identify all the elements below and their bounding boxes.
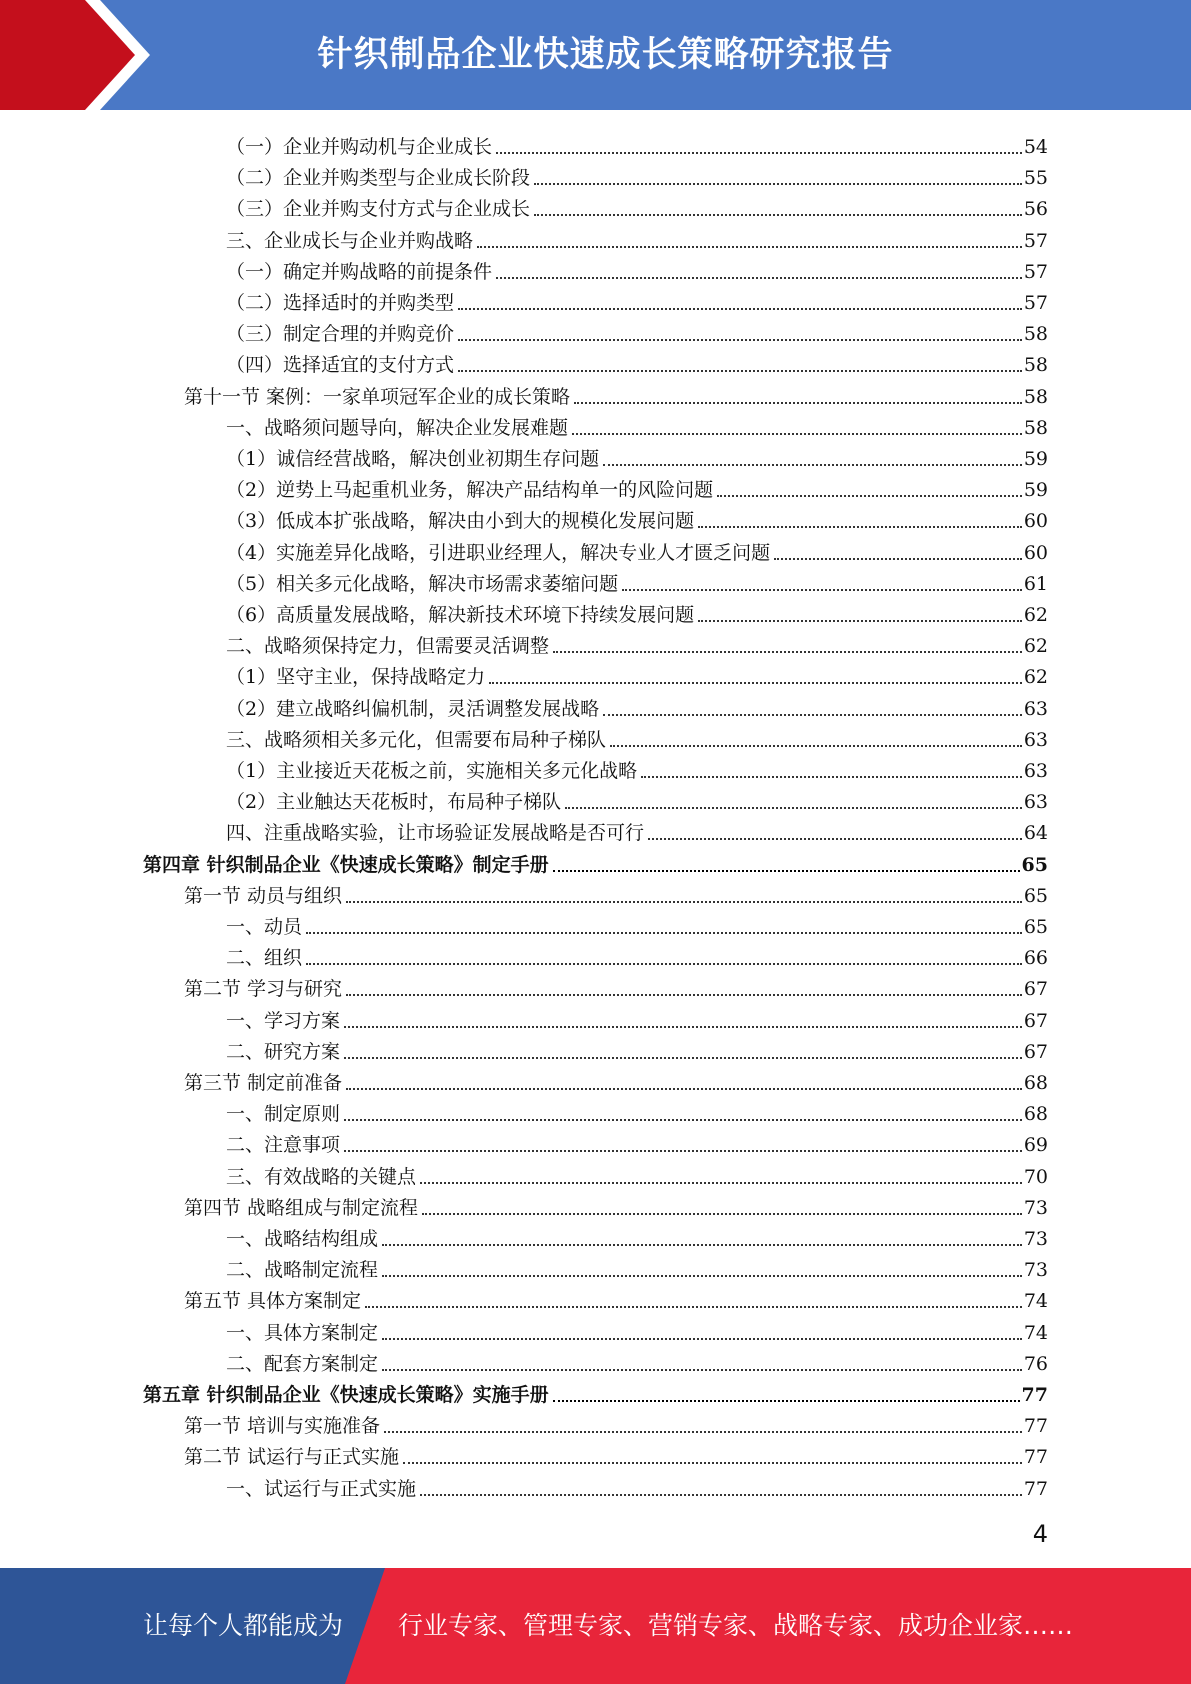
toc-entry-label: （二）企业并购类型与企业成长阶段 [226,167,531,189]
footer-banner [0,1568,1191,1684]
toc-entry[interactable] [226,627,1048,658]
toc-entry[interactable] [226,1126,1048,1157]
toc-dot-leader [648,838,1022,840]
toc-entry-label: （6）高质量发展战略，解决新技术环境下持续发展问题 [226,604,695,626]
toc-entry-label: 一、动员 [226,916,303,938]
toc-dot-leader [384,1431,1022,1433]
toc-entry[interactable] [226,1314,1048,1345]
toc-entry-label: 第一节 培训与实施准备 [184,1415,381,1437]
toc-entry[interactable] [184,1282,1048,1313]
toc-entry-page: 65 [1023,916,1048,938]
toc-entry[interactable] [143,1376,1048,1407]
toc-dot-leader [344,1119,1022,1121]
toc-entry-label: 第四章 针织制品企业《快速成长策略》制定手册 [143,854,549,876]
toc-entry-page: 62 [1023,635,1048,657]
toc-dot-leader [346,901,1022,903]
toc-entry-page: 70 [1023,1166,1048,1188]
toc-entry-page: 73 [1023,1259,1048,1281]
toc-entry-page: 63 [1023,791,1048,813]
toc-entry[interactable] [226,1345,1048,1376]
document-title: 针织制品企业快速成长策略研究报告 [317,35,894,75]
toc-dot-leader [534,183,1022,185]
toc-dot-leader [344,1026,1022,1028]
toc-dot-leader [422,1213,1022,1215]
toc-entry[interactable] [184,1064,1048,1095]
toc-entry-page: 67 [1023,1010,1048,1032]
toc-entry[interactable] [226,939,1048,970]
toc-entry[interactable] [226,128,1048,159]
toc-entry-label: 三、有效战略的关键点 [226,1166,417,1188]
toc-entry[interactable] [226,908,1048,939]
toc-entry-page: 58 [1023,323,1048,345]
toc-dot-leader [610,745,1022,747]
toc-dot-leader [553,870,1020,872]
toc-dot-leader [565,807,1022,809]
toc-entry-label: 二、研究方案 [226,1041,341,1063]
toc-dot-leader [382,1244,1022,1246]
toc-entry-page: 61 [1023,573,1048,595]
toc-entry[interactable] [226,534,1048,565]
toc-entry[interactable] [226,690,1048,721]
toc-entry-label: 第一节 动员与组织 [184,885,343,907]
toc-entry-page: 62 [1023,604,1048,626]
toc-entry-label: 三、企业成长与企业并购战略 [226,230,474,252]
toc-entry[interactable] [226,346,1048,377]
toc-dot-leader [553,1400,1020,1402]
toc-entry-page: 68 [1023,1103,1048,1125]
toc-entry-page: 77 [1021,1384,1048,1406]
toc-entry[interactable] [226,190,1048,221]
toc-entry-page: 60 [1023,542,1048,564]
toc-entry-label: （四）选择适宜的支付方式 [226,354,455,376]
toc-entry-label: （1）主业接近天花板之前，实施相关多元化战略 [226,760,638,782]
toc-entry[interactable] [226,658,1048,689]
toc-entry-page: 63 [1023,729,1048,751]
toc-entry-label: （二）选择适时的并购类型 [226,292,455,314]
toc-entry-label: （3）低成本扩张战略，解决由小到大的规模化发展问题 [226,510,695,532]
toc-entry[interactable] [226,1095,1048,1126]
toc-entry-label: 第二节 学习与研究 [184,978,343,1000]
toc-entry-page: 57 [1023,292,1048,314]
toc-entry-label: （5）相关多元化战略，解决市场需求萎缩问题 [226,573,619,595]
toc-entry-label: 第三节 制定前准备 [184,1072,343,1094]
toc-dot-leader [774,558,1022,560]
toc-entry-page: 64 [1023,822,1048,844]
toc-dot-leader [496,277,1022,279]
toc-entry[interactable] [184,378,1048,409]
toc-entry-page: 63 [1023,698,1048,720]
toc-dot-leader [346,1088,1022,1090]
toc-entry[interactable] [226,159,1048,190]
toc-entry[interactable] [226,565,1048,596]
toc-entry[interactable] [184,1438,1048,1469]
toc-entry-label: 一、学习方案 [226,1010,341,1032]
toc-dot-leader [496,152,1022,154]
toc-dot-leader [553,651,1022,653]
toc-entry-page: 77 [1023,1415,1048,1437]
toc-entry-page: 54 [1023,136,1048,158]
toc-entry-page: 56 [1023,198,1048,220]
toc-dot-leader [698,620,1022,622]
toc-entry-label: （1）诚信经营战略，解决创业初期生存问题 [226,448,600,470]
toc-entry-page: 62 [1023,666,1048,688]
toc-entry-page: 58 [1023,417,1048,439]
toc-entry-label: （三）制定合理的并购竞价 [226,323,455,345]
page-number: 4 [1032,1520,1048,1548]
toc-entry-page: 69 [1023,1134,1048,1156]
toc-entry[interactable] [226,315,1048,346]
toc-entry[interactable] [143,846,1048,877]
toc-entry-label: 二、组织 [226,947,303,969]
toc-entry[interactable] [184,1407,1048,1438]
toc-entry[interactable] [226,783,1048,814]
toc-entry[interactable] [226,1470,1048,1501]
toc-entry-page: 67 [1023,978,1048,1000]
toc-entry-page: 77 [1023,1478,1048,1500]
toc-dot-leader [365,1306,1022,1308]
toc-entry-label: 三、战略须相关多元化，但需要布局种子梯队 [226,729,607,751]
toc-entry[interactable] [226,502,1048,533]
toc-dot-leader [344,1057,1022,1059]
toc-entry-page: 77 [1023,1446,1048,1468]
toc-entry[interactable] [226,814,1048,845]
toc-entry[interactable] [226,721,1048,752]
toc-entry-label: （三）企业并购支付方式与企业成长 [226,198,531,220]
toc-dot-leader [698,526,1022,528]
toc-entry-label: 二、战略须保持定力，但需要灵活调整 [226,635,550,657]
toc-dot-leader [420,1182,1022,1184]
toc-dot-leader [458,339,1022,341]
toc-entry-label: 一、具体方案制定 [226,1322,379,1344]
footer-slogan-right: 行业专家、管理专家、营销专家、战略专家、成功企业家…… [398,1611,1074,1640]
toc-entry[interactable] [184,970,1048,1001]
toc-entry-label: 一、试运行与正式实施 [226,1478,417,1500]
header-banner [0,0,1191,110]
toc-entry[interactable] [226,409,1048,440]
toc-dot-leader [641,776,1022,778]
toc-entry-label: （4）实施差异化战略，引进职业经理人，解决专业人才匮乏问题 [226,542,771,564]
toc-entry-page: 55 [1023,167,1048,189]
toc-entry[interactable] [226,1002,1048,1033]
toc-entry-page: 63 [1023,760,1048,782]
toc-entry-page: 65 [1023,885,1048,907]
toc-entry-page: 60 [1023,510,1048,532]
toc-entry-label: （2）主业触达天花板时，布局种子梯队 [226,791,562,813]
toc-dot-leader [477,246,1022,248]
toc-entry[interactable] [226,1158,1048,1189]
toc-entry-label: （一）确定并购战略的前提条件 [226,261,493,283]
toc-entry-label: 四、注重战略实验，让市场验证发展战略是否可行 [226,822,645,844]
toc-dot-leader [346,994,1022,996]
toc-dot-leader [622,589,1022,591]
toc-entry-label: 第五章 针织制品企业《快速成长策略》实施手册 [143,1384,549,1406]
toc-dot-leader [534,214,1022,216]
toc-entry-label: 第十一节 案例：一家单项冠军企业的成长策略 [184,386,571,408]
toc-dot-leader [403,1462,1022,1464]
toc-entry-label: （1）坚守主业，保持战略定力 [226,666,486,688]
toc-entry[interactable] [184,1189,1048,1220]
toc-dot-leader [572,433,1022,435]
toc-entry-label: 一、制定原则 [226,1103,341,1125]
toc-entry-page: 66 [1023,947,1048,969]
toc-dot-leader [306,932,1022,934]
toc-entry-label: （2）建立战略纠偏机制，灵活调整发展战略 [226,698,600,720]
toc-entry[interactable] [226,1251,1048,1282]
toc-entry[interactable] [226,1220,1048,1251]
toc-entry[interactable] [226,471,1048,502]
toc-entry-page: 67 [1023,1041,1048,1063]
toc-entry[interactable] [226,440,1048,471]
toc-dot-leader [574,402,1022,404]
toc-entry-label: 二、战略制定流程 [226,1259,379,1281]
toc-entry-page: 74 [1023,1322,1048,1344]
toc-entry[interactable] [226,253,1048,284]
toc-dot-leader [603,464,1022,466]
toc-dot-leader [717,495,1022,497]
toc-entry-page: 57 [1023,230,1048,252]
toc-entry-label: 二、配套方案制定 [226,1353,379,1375]
toc-entry[interactable] [226,1033,1048,1064]
toc-entry-page: 58 [1023,354,1048,376]
footer-slogan-left: 让每个人都能成为 [143,1611,344,1640]
toc-entry-page: 73 [1023,1197,1048,1219]
toc-dot-leader [382,1275,1022,1277]
toc-entry-page: 65 [1021,854,1048,876]
toc-entry-label: （一）企业并购动机与企业成长 [226,136,493,158]
toc-entry-label: 第二节 试运行与正式实施 [184,1446,400,1468]
toc-entry-page: 59 [1023,479,1048,501]
toc-entry-label: 第四节 战略组成与制定流程 [184,1197,419,1219]
toc-entry-page: 68 [1023,1072,1048,1094]
toc-entry-page: 74 [1023,1290,1048,1312]
toc-dot-leader [306,963,1022,965]
toc-dot-leader [603,714,1022,716]
toc-dot-leader [489,682,1022,684]
toc-entry[interactable] [226,284,1048,315]
toc-entry-page: 59 [1023,448,1048,470]
toc-entry[interactable] [226,752,1048,783]
toc-dot-leader [382,1338,1022,1340]
toc-dot-leader [420,1494,1022,1496]
toc-dot-leader [382,1369,1022,1371]
toc-entry[interactable] [226,222,1048,253]
toc-entry[interactable] [184,877,1048,908]
toc-entry-label: 二、注意事项 [226,1134,341,1156]
toc-entry-page: 57 [1023,261,1048,283]
toc-entry[interactable] [226,596,1048,627]
toc-dot-leader [344,1150,1022,1152]
toc-dot-leader [458,308,1022,310]
toc-dot-leader [458,370,1022,372]
toc-entry-page: 73 [1023,1228,1048,1250]
toc-entry-label: （2）逆势上马起重机业务，解决产品结构单一的风险问题 [226,479,714,501]
toc-entry-label: 第五节 具体方案制定 [184,1290,362,1312]
toc-entry-page: 58 [1023,386,1048,408]
toc-entry-label: 一、战略须问题导向，解决企业发展难题 [226,417,569,439]
toc-entry-page: 76 [1023,1353,1048,1375]
toc-entry-label: 一、战略结构组成 [226,1228,379,1250]
